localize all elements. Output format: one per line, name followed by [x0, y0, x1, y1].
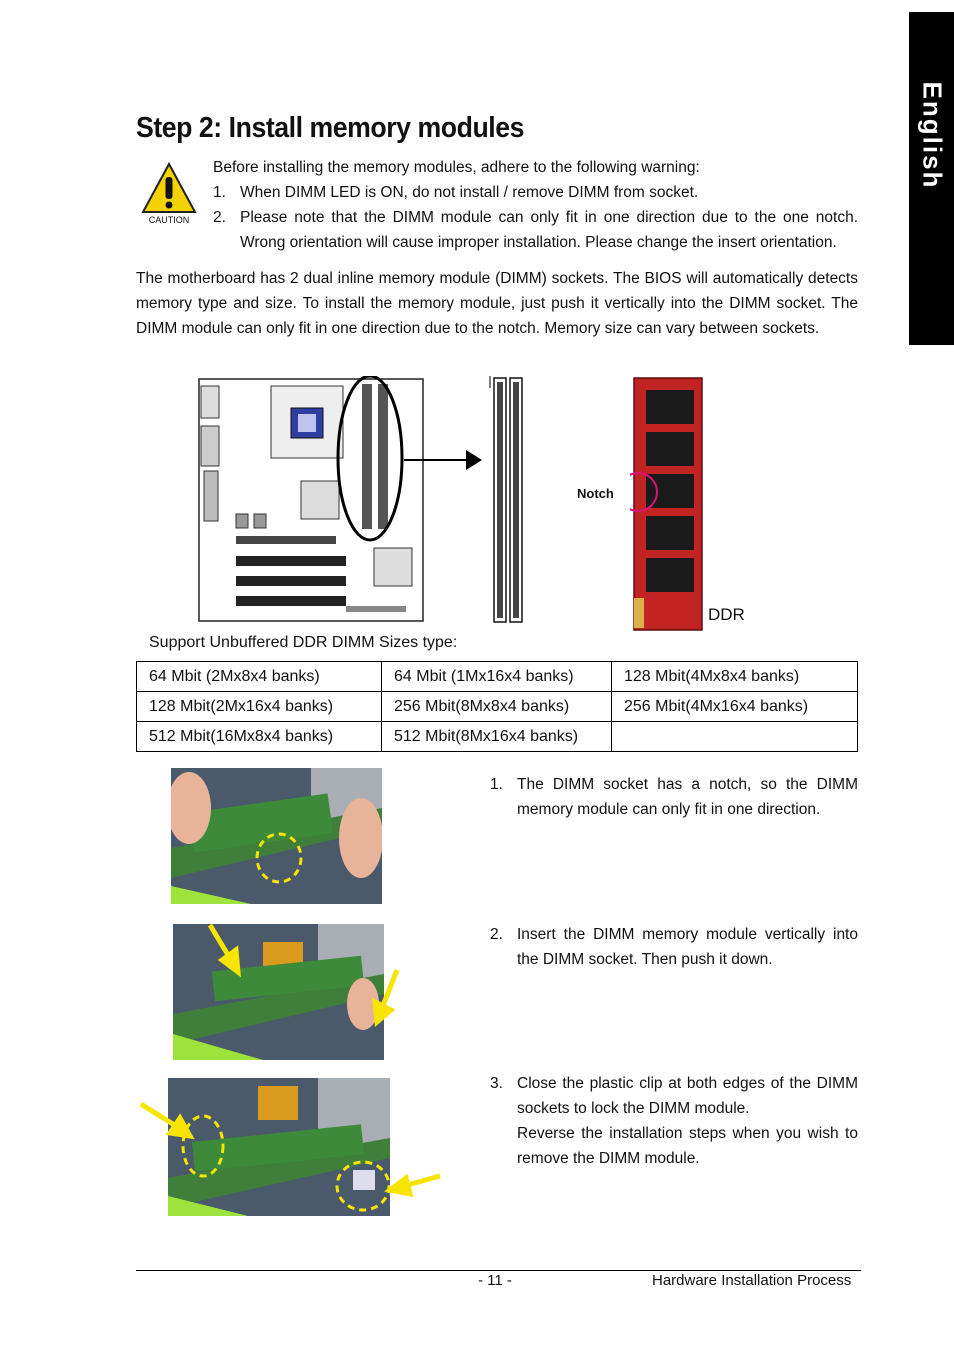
- step1-photo: [171, 768, 382, 904]
- step-text: Close the plastic clip at both edges of the DIMM sockets to lock the DIMM module.: [517, 1075, 858, 1117]
- table-cell: 128 Mbit(2Mx16x4 banks): [137, 692, 382, 722]
- table-row: [137, 662, 858, 692]
- dimm-slots-diagram: [488, 376, 528, 624]
- footer-section-title: Hardware Installation Process: [652, 1272, 852, 1289]
- step-item: [490, 922, 858, 972]
- table-row: [137, 722, 858, 752]
- step2-photo: [173, 924, 384, 1060]
- table-cell: 256 Mbit(4Mx16x4 banks): [612, 692, 858, 722]
- caution-item: [213, 205, 858, 255]
- table-cell: 128 Mbit(4Mx8x4 banks): [612, 662, 858, 692]
- caution-item-text: When DIMM LED is ON, do not install / remove DIMM from socket.: [240, 184, 699, 201]
- step-item: [490, 1071, 858, 1171]
- motherboard-diagram: [196, 376, 428, 626]
- step-item: [490, 772, 858, 822]
- ddr-label: DDR: [708, 605, 745, 624]
- step-number: 1.: [490, 776, 503, 793]
- table-cell: 64 Mbit (1Mx16x4 banks): [382, 662, 612, 692]
- dimm-sizes-table: [136, 661, 858, 752]
- page-number: - 11 -: [478, 1272, 512, 1289]
- step-number: 3.: [490, 1075, 503, 1092]
- caution-item-number: 2.: [213, 209, 226, 226]
- support-sizes-title: Support Unbuffered DDR DIMM Sizes type:: [149, 634, 458, 651]
- arrow-right-icon: [404, 448, 484, 472]
- table-cell: [612, 722, 858, 752]
- caution-block: [213, 155, 858, 255]
- table-cell: 64 Mbit (2Mx8x4 banks): [137, 662, 382, 692]
- table-row: [137, 692, 858, 722]
- table-cell: 512 Mbit(8Mx16x4 banks): [382, 722, 612, 752]
- page-title: Step 2: Install memory modules: [136, 112, 524, 144]
- caution-item-text: Please note that the DIMM module can only fit in one direction due to the one notch. Wrong orientation will cause improper installation. Please change the insert orientation.: [240, 209, 858, 251]
- caution-item: [213, 180, 858, 205]
- caution-intro: Before installing the memory modules, adhere to the following warning:: [213, 159, 700, 176]
- step-number: 2.: [490, 926, 503, 943]
- language-tab-label: English: [917, 81, 947, 190]
- ddr-module-diagram: [630, 376, 706, 634]
- notch-label: Notch: [577, 486, 614, 501]
- step3-photo: [168, 1078, 390, 1216]
- table-cell: 256 Mbit(8Mx8x4 banks): [382, 692, 612, 722]
- footer-divider: [136, 1270, 861, 1271]
- caution-item-number: 1.: [213, 184, 226, 201]
- step-text: The DIMM socket has a notch, so the DIMM memory module can only fit in one direction.: [517, 776, 858, 818]
- language-tab: [909, 12, 954, 345]
- intro-paragraph: The motherboard has 2 dual inline memory module (DIMM) sockets. The BIOS will automatically detects memory type and size. To install the memory module, just push it vertically into the DIMM socket. The DIMM module can only fit in one direction due to the notch. Memory size can vary between sockets.: [136, 270, 858, 337]
- caution-icon: [140, 160, 198, 226]
- table-cell: 512 Mbit(16Mx8x4 banks): [137, 722, 382, 752]
- step-text-extra: Reverse the installation steps when you wish to remove the DIMM module.: [517, 1125, 858, 1167]
- caution-icon-label: CAUTION: [148, 215, 190, 225]
- step-text: Insert the DIMM memory module vertically into the DIMM socket. Then push it down.: [517, 926, 858, 968]
